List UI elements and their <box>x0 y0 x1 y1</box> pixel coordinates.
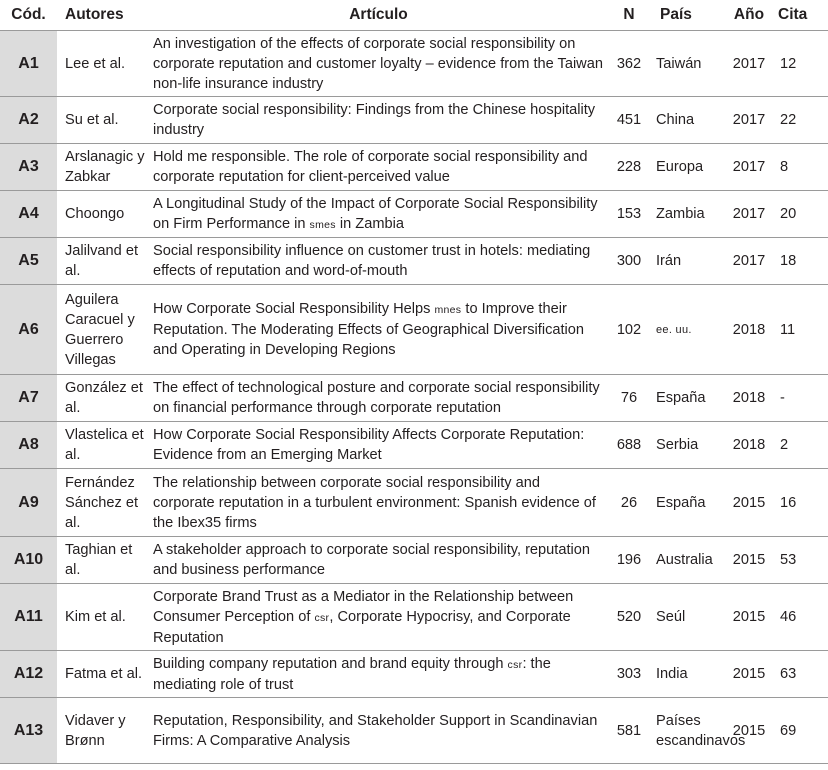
row-n: 303 <box>608 651 650 698</box>
row-authors: Lee et al. <box>57 31 149 97</box>
row-code: A11 <box>0 584 57 651</box>
article-text: A stakeholder approach to corporate social responsibility, reputation and business performance <box>153 542 590 578</box>
article-text: Building company reputation and brand equity through <box>153 655 508 672</box>
row-article <box>149 285 608 375</box>
row-code: A9 <box>0 469 57 537</box>
row-article <box>149 31 608 97</box>
table-row <box>0 144 828 191</box>
row-n: 76 <box>608 375 650 422</box>
table-row <box>0 97 828 144</box>
row-code: A8 <box>0 422 57 469</box>
row-code: A3 <box>0 144 57 191</box>
article-smallcaps: mnes <box>434 304 462 316</box>
row-n: 196 <box>608 537 650 584</box>
row-citations: 46 <box>772 584 828 651</box>
row-country: Países escandinavos <box>650 698 726 764</box>
row-country: Zambia <box>650 191 726 238</box>
table-row <box>0 238 828 285</box>
row-citations: 18 <box>772 238 828 285</box>
row-citations: 8 <box>772 144 828 191</box>
table-row <box>0 698 828 764</box>
row-country: ee. uu. <box>650 285 726 375</box>
row-authors: González et al. <box>57 375 149 422</box>
row-code: A4 <box>0 191 57 238</box>
row-n: 688 <box>608 422 650 469</box>
article-text: The relationship between corporate social responsibility and corporate reputation in a turbulent environment: Spanish evidence of the Ibex35 firms <box>153 474 596 531</box>
row-citations: - <box>772 375 828 422</box>
row-code: A13 <box>0 698 57 764</box>
row-year: 2017 <box>726 97 772 144</box>
table-row <box>0 191 828 238</box>
header-ano: Año <box>733 6 765 23</box>
article-text: Corporate Brand Trust as a Mediator in the Relationship between Consumer Perception of <box>153 588 574 625</box>
article-text-end: in Zambia <box>335 215 404 232</box>
article-text: The effect of technological posture and corporate social responsibility on financial performance through corporate reputation <box>153 380 600 416</box>
table-row <box>0 651 828 698</box>
row-authors: Su et al. <box>57 97 149 144</box>
table-row <box>0 584 828 651</box>
row-year: 2015 <box>726 537 772 584</box>
row-year: 2015 <box>726 698 772 764</box>
row-n: 153 <box>608 191 650 238</box>
row-authors: Fernández Sánchez et al. <box>57 469 149 537</box>
row-year: 2017 <box>726 31 772 97</box>
header-articulo: Artículo <box>349 6 408 23</box>
header-n: N <box>623 6 635 23</box>
row-citations: 2 <box>772 422 828 469</box>
header-cita: Cita <box>778 6 808 23</box>
row-authors: Fatma et al. <box>57 651 149 698</box>
row-country: Taiwán <box>650 31 726 97</box>
header-cod: Cód. <box>11 6 46 23</box>
article-text: Reputation, Responsibility, and Stakeholder Support in Scandinavian Firms: A Comparative Analysis <box>153 712 598 749</box>
row-year: 2018 <box>726 375 772 422</box>
row-n: 228 <box>608 144 650 191</box>
row-country: España <box>650 469 726 537</box>
article-text: Social responsibility influence on customer trust in hotels: mediating effects of reputation and word-of-mouth <box>153 243 591 279</box>
row-country: Irán <box>650 238 726 285</box>
row-country: Seúl <box>650 584 726 651</box>
row-article <box>149 698 608 764</box>
row-code: A10 <box>0 537 57 584</box>
row-n: 520 <box>608 584 650 651</box>
row-n: 581 <box>608 698 650 764</box>
table-row <box>0 285 828 375</box>
row-year: 2017 <box>726 238 772 285</box>
row-authors: Arslanagic y Zabkar <box>57 144 149 191</box>
article-text-end: : the mediating role of trust <box>153 655 551 693</box>
row-article <box>149 238 608 285</box>
row-country: India <box>650 651 726 698</box>
row-citations: 22 <box>772 97 828 144</box>
row-code: A5 <box>0 238 57 285</box>
row-authors: Vidaver y Brønn <box>57 698 149 764</box>
row-article <box>149 537 608 584</box>
row-citations: 20 <box>772 191 828 238</box>
article-smallcaps: smes <box>309 218 336 231</box>
row-country: Australia <box>650 537 726 584</box>
table-row <box>0 469 828 537</box>
row-code: A2 <box>0 97 57 144</box>
row-year: 2017 <box>726 191 772 238</box>
row-citations: 16 <box>772 469 828 537</box>
article-text: How Corporate Social Responsibility Helps <box>153 301 435 317</box>
header-autores: Autores <box>65 6 124 23</box>
row-article <box>149 97 608 144</box>
row-authors: Vlastelica et al. <box>57 422 149 469</box>
row-country: China <box>650 97 726 144</box>
header-pais: País <box>660 6 692 23</box>
row-country: España <box>650 375 726 422</box>
row-code: A12 <box>0 651 57 698</box>
row-authors: Jalilvand et al. <box>57 238 149 285</box>
table-row <box>0 31 828 97</box>
article-text: Corporate social responsibility: Findings from the Chinese hospitality industry <box>153 102 596 138</box>
row-citations: 63 <box>772 651 828 698</box>
row-citations: 69 <box>772 698 828 764</box>
table-header <box>0 0 828 31</box>
row-year: 2015 <box>726 651 772 698</box>
table-row <box>0 422 828 469</box>
table-row <box>0 537 828 584</box>
row-year: 2018 <box>726 285 772 375</box>
row-year: 2018 <box>726 422 772 469</box>
row-code: A6 <box>0 285 57 375</box>
row-citations: 11 <box>772 285 828 375</box>
row-authors: Aguilera Caracuel y Guerrero Villegas <box>57 285 149 375</box>
row-article <box>149 375 608 422</box>
row-country: Europa <box>650 144 726 191</box>
row-citations: 53 <box>772 537 828 584</box>
article-smallcaps: csr <box>507 658 523 671</box>
row-citations: 12 <box>772 31 828 97</box>
article-text: A Longitudinal Study of the Impact of Corporate Social Responsibility on Firm Performance in <box>153 195 598 232</box>
article-text: An investigation of the effects of corporate social responsibility on corporate reputation and customer loyalty – evidence from the Taiwan non-life insurance industry <box>153 35 603 92</box>
row-year: 2017 <box>726 144 772 191</box>
row-n: 451 <box>608 97 650 144</box>
row-year: 2015 <box>726 469 772 537</box>
row-article <box>149 651 608 698</box>
row-authors: Taghian et al. <box>57 537 149 584</box>
row-article <box>149 469 608 537</box>
row-article <box>149 422 608 469</box>
row-n: 102 <box>608 285 650 375</box>
row-n: 362 <box>608 31 650 97</box>
row-year: 2015 <box>726 584 772 651</box>
row-country: Serbia <box>650 422 726 469</box>
article-text: How Corporate Social Responsibility Affects Corporate Reputation: Evidence from an Emerging Market <box>153 427 585 463</box>
row-n: 26 <box>608 469 650 537</box>
article-text-end: to Improve their Reputation. The Moderating Effects of Geographical Diversification and Operating in Developing Regions <box>153 301 585 358</box>
row-article <box>149 584 608 651</box>
article-smallcaps: csr <box>314 611 330 624</box>
row-code: A1 <box>0 31 57 97</box>
row-authors: Choongo <box>57 191 149 238</box>
table-row <box>0 375 828 422</box>
row-article <box>149 144 608 191</box>
row-code: A7 <box>0 375 57 422</box>
table-body <box>0 31 828 764</box>
row-article <box>149 191 608 238</box>
row-authors: Kim et al. <box>57 584 149 651</box>
article-text: Hold me responsible. The role of corporate social responsibility and corporate reputation for client-perceived value <box>153 149 588 185</box>
row-n: 300 <box>608 238 650 285</box>
article-text-end: , Corporate Hypocrisy, and Corporate Reputation <box>153 608 571 646</box>
